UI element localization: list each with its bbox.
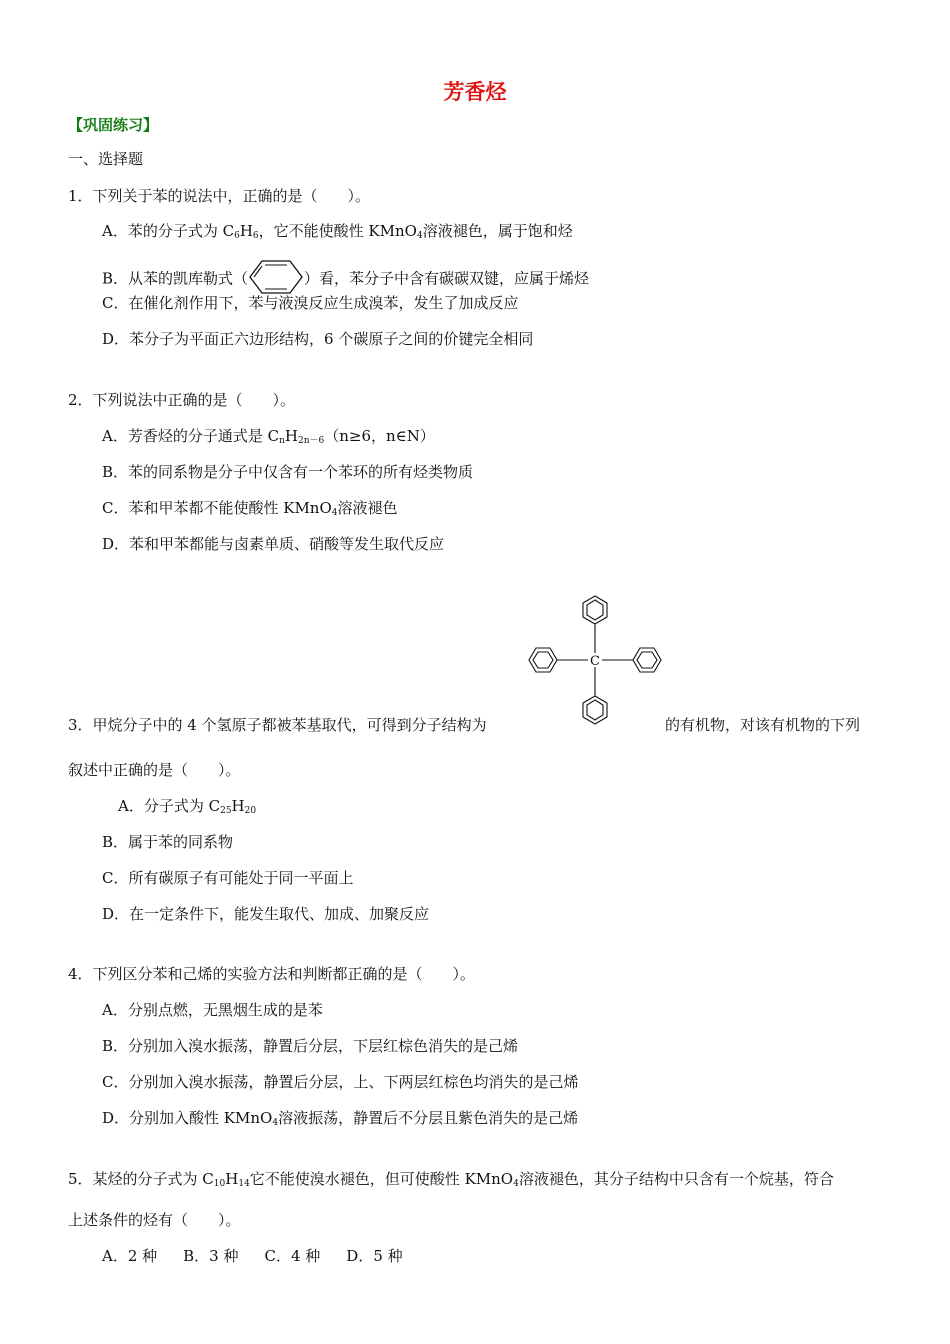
tetraphenylmethane-structure	[525, 590, 665, 730]
q5-options	[102, 1246, 429, 1266]
q4-option-a: A．分别点燃，无黑烟生成的是苯	[102, 1001, 323, 1019]
q1-option-d: D．苯分子为平面正六边形结构，6 个碳原子之间的价键完全相同	[102, 330, 534, 348]
q5-option-b: B．3 种	[183, 1247, 239, 1265]
center-carbon-label: C	[590, 654, 600, 669]
q3-option-c: C．所有碳原子有可能处于同一平面上	[102, 869, 354, 887]
q4-option-b: B．分别加入溴水振荡，静置后分层，下层红棕色消失的是己烯	[102, 1037, 519, 1055]
q1-option-b: B．从苯的凯库勒式（ ）看，苯分子中含有碳碳双键，应属于烯烃	[102, 257, 589, 302]
q5-stem: 5．某烃的分子式为 $C_{10}H_{14}$它不能使溴水褪色，但可使酸性 KMnO$_4$溶液褪色，其分子结构中只含有一个烷基，符合	[68, 1170, 834, 1189]
q3-option-b: B．属于苯的同系物	[102, 833, 234, 851]
page-title: 芳香烃	[443, 80, 507, 104]
q5-option-d: D．5 种	[346, 1247, 403, 1265]
q1-option-a: A．苯的分子式为 $C_6H_6$，它不能使酸性 KMnO$_4$溶液褪色，属于饱和烃	[102, 222, 573, 241]
q2-option-a: A．芳香烃的分子通式是 $C_nH_{2n-6}(n\ge 6$，n∈N）	[102, 427, 435, 446]
q3-option-d: D．在一定条件下，能发生取代、加成、加聚反应	[102, 905, 430, 923]
q4-stem: 4．下列区分苯和己烯的实验方法和判断都正确的是（ ）。	[68, 965, 476, 983]
q2-stem: 2．下列说法中正确的是（ ）。	[68, 391, 296, 409]
q2-option-c: C．苯和甲苯都不能使酸性 KMnO$_4$溶液褪色	[102, 499, 398, 518]
q3-stem-post: 的有机物，对该有机物的下列	[665, 716, 861, 734]
q3-stem-pre: 3．甲烷分子中的 4 个氢原子都被苯基取代，可得到分子结构为	[68, 716, 487, 734]
q5-option-a: A．2 种	[102, 1247, 158, 1265]
q1-stem: 1．下列关于苯的说法中，正确的是（ ）。	[68, 187, 371, 205]
q3-stem-line2: 叙述中正确的是（ ）。	[68, 761, 241, 779]
q2-option-d: D．苯和甲苯都能与卤素单质、硝酸等发生取代反应	[102, 535, 445, 553]
q4-option-c: C．分别加入溴水振荡，静置后分层，上、下两层红棕色均消失的是己烯	[102, 1073, 579, 1091]
part-heading: 一、选择题	[68, 150, 144, 168]
q1-option-c: C．在催化剂作用下，苯与液溴反应生成溴苯，发生了加成反应	[102, 294, 519, 312]
q5-option-c: C．4 种	[264, 1247, 321, 1265]
q2-option-b: B．苯的同系物是分子中仅含有一个苯环的所有烃类物质	[102, 463, 474, 481]
section-label: 【巩固练习】	[68, 116, 159, 134]
q3-option-a: A．分子式为 $C_{25}H_{20}$	[118, 797, 257, 816]
q5-stem-line2: 上述条件的烃有（ ）。	[68, 1211, 241, 1229]
q4-option-d: D．分别加入酸性 KMnO$_4$溶液振荡，静置后不分层且紫色消失的是己烯	[102, 1109, 579, 1128]
